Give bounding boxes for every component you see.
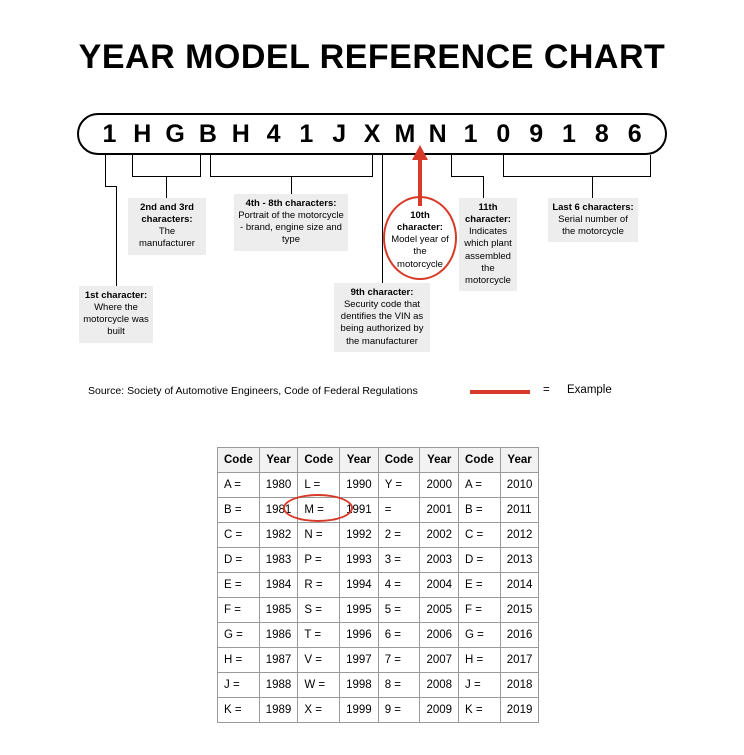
cell-year: 1988 <box>259 673 298 698</box>
legend-equals-sign: = <box>543 384 550 396</box>
vin-char-17: 6 <box>627 119 642 148</box>
cell-code: F = <box>218 598 260 623</box>
vin-char-6: 4 <box>266 119 281 148</box>
cell-code: S = <box>298 598 340 623</box>
cell-year: 1985 <box>259 598 298 623</box>
callout-tenth-heading: 10th character: <box>397 210 443 234</box>
vin-character-row <box>77 113 667 155</box>
legend-red-bar-icon <box>470 390 530 394</box>
vin-char-14: 9 <box>529 119 544 148</box>
callout-second-third-heading: 2nd and 3rd characters: <box>140 202 194 226</box>
table-header-year-1: Year <box>259 448 298 473</box>
cell-year: 2019 <box>500 698 539 723</box>
cell-year: 1999 <box>340 698 379 723</box>
cell-code: T = <box>298 623 340 648</box>
leader-line-11-drop <box>483 176 484 198</box>
callout-eleventh-body: Indicates which plant assembled the motorcycle <box>464 226 512 286</box>
callout-fourth-eighth-body: Portrait of the motorcycle - brand, engine size and type <box>238 210 344 246</box>
cell-year: 1987 <box>259 648 298 673</box>
cell-code: V = <box>298 648 340 673</box>
table-row <box>218 523 539 548</box>
leader-line-last6-left <box>503 155 504 177</box>
cell-code: H = <box>218 648 260 673</box>
cell-code: G = <box>218 623 260 648</box>
cell-year: 1986 <box>259 623 298 648</box>
cell-year: 2000 <box>420 473 459 498</box>
cell-code: K = <box>218 698 260 723</box>
callout-last-six-body: Serial number of the motorcycle <box>558 214 628 238</box>
cell-code: N = <box>298 523 340 548</box>
cell-code: 8 = <box>378 673 420 698</box>
callout-fourth-eighth-characters <box>234 194 348 251</box>
cell-year: 1982 <box>259 523 298 548</box>
callout-last-six-characters <box>548 198 638 242</box>
cell-year: 1992 <box>340 523 379 548</box>
cell-code: P = <box>298 548 340 573</box>
cell-year: 1996 <box>340 623 379 648</box>
vin-char-15: 1 <box>562 119 576 148</box>
cell-year: 1981 <box>259 498 298 523</box>
cell-code: 4 = <box>378 573 420 598</box>
vin-char-1: 1 <box>102 119 117 148</box>
cell-code-highlighted: M = <box>298 498 340 523</box>
callout-last-six-heading: Last 6 characters: <box>552 202 634 213</box>
table-header-code-4: Code <box>459 448 501 473</box>
callout-eleventh-character <box>459 198 517 291</box>
table-header-code-3: Code <box>378 448 420 473</box>
cell-year: 2016 <box>500 623 539 648</box>
cell-year: 1990 <box>340 473 379 498</box>
cell-code: C = <box>459 523 501 548</box>
table-header-row <box>218 448 539 473</box>
vin-char-5: H <box>231 119 250 148</box>
table-row <box>218 573 539 598</box>
cell-code: J = <box>218 673 260 698</box>
cell-code: 9 = <box>378 698 420 723</box>
leader-line-11-left <box>451 155 452 177</box>
table-row <box>218 698 539 723</box>
cell-year: 1994 <box>340 573 379 598</box>
cell-year: 2018 <box>500 673 539 698</box>
leader-line-48-drop <box>291 176 292 194</box>
table-header-year-2: Year <box>340 448 379 473</box>
cell-code: H = <box>459 648 501 673</box>
vin-char-13: 0 <box>496 119 511 148</box>
table-header-year-4: Year <box>500 448 539 473</box>
leader-line-23-left <box>132 155 133 177</box>
cell-code: = <box>378 498 420 523</box>
callout-tenth-character <box>388 206 452 275</box>
table-body <box>218 473 539 723</box>
vin-char-11: N <box>428 119 447 148</box>
cell-code: 3 = <box>378 548 420 573</box>
callout-first-character-body: Where the motorcycle was built <box>83 302 149 338</box>
vin-char-4: B <box>198 119 217 148</box>
vin-char-10: M <box>394 119 416 148</box>
callout-second-third-characters <box>128 198 206 255</box>
vin-char-7: 1 <box>299 119 314 148</box>
leader-line-48-right <box>372 155 373 177</box>
cell-year: 1984 <box>259 573 298 598</box>
cell-code: A = <box>459 473 501 498</box>
cell-year: 1989 <box>259 698 298 723</box>
vin-char-3: G <box>165 119 185 148</box>
cell-code: B = <box>218 498 260 523</box>
callout-eleventh-heading: 11th character: <box>465 202 511 226</box>
cell-year: 2006 <box>420 623 459 648</box>
cell-code: J = <box>459 673 501 698</box>
cell-code: R = <box>298 573 340 598</box>
table-row <box>218 648 539 673</box>
cell-year: 1995 <box>340 598 379 623</box>
cell-code: 6 = <box>378 623 420 648</box>
cell-code: 2 = <box>378 523 420 548</box>
cell-code: D = <box>218 548 260 573</box>
vin-char-12: 1 <box>463 119 478 148</box>
cell-year: 2010 <box>500 473 539 498</box>
cell-year: 2007 <box>420 648 459 673</box>
callout-ninth-character <box>334 283 430 352</box>
cell-code: E = <box>459 573 501 598</box>
table-row <box>218 473 539 498</box>
cell-year: 2015 <box>500 598 539 623</box>
leader-line-23-drop <box>166 176 167 198</box>
leader-line-11-top <box>451 176 484 177</box>
callout-tenth-body: Model year of the motorcycle <box>391 234 449 270</box>
table-row <box>218 623 539 648</box>
cell-year: 2005 <box>420 598 459 623</box>
table-row <box>218 548 539 573</box>
leader-line-last6-drop <box>592 176 593 198</box>
page-title: YEAR MODEL REFERENCE CHART <box>78 38 666 76</box>
cell-year: 2004 <box>420 573 459 598</box>
vin-char-2: H <box>133 119 152 148</box>
cell-code: 5 = <box>378 598 420 623</box>
table-header-code-2: Code <box>298 448 340 473</box>
cell-year: 2012 <box>500 523 539 548</box>
leader-line-9th <box>382 155 383 283</box>
table-header-code-1: Code <box>218 448 260 473</box>
cell-code: Y = <box>378 473 420 498</box>
callout-first-character <box>79 286 153 343</box>
leader-line-23-right <box>200 155 201 177</box>
cell-code: F = <box>459 598 501 623</box>
cell-year: 1980 <box>259 473 298 498</box>
legend-label: Example <box>567 384 612 396</box>
callout-first-character-heading: 1st character: <box>84 290 148 301</box>
leader-line-1st-drop <box>116 186 117 286</box>
cell-year: 1983 <box>259 548 298 573</box>
leader-line-48-left <box>210 155 211 177</box>
table-row <box>218 498 539 523</box>
callout-ninth-heading: 9th character: <box>350 287 414 298</box>
cell-year: 2002 <box>420 523 459 548</box>
cell-code: L = <box>298 473 340 498</box>
table-row <box>218 598 539 623</box>
cell-code: C = <box>218 523 260 548</box>
leader-line-last6-right <box>650 155 651 177</box>
leader-line-last6-top <box>503 176 651 177</box>
callout-ninth-body: Security code that dentifies the VIN as being authorized by the manufacturer <box>340 299 424 347</box>
cell-year-highlighted: 1991 <box>340 498 379 523</box>
vin-char-16: 8 <box>594 119 609 148</box>
table-row <box>218 673 539 698</box>
cell-year: 2013 <box>500 548 539 573</box>
cell-code: 7 = <box>378 648 420 673</box>
cell-code: D = <box>459 548 501 573</box>
cell-year: 1997 <box>340 648 379 673</box>
cell-year: 2011 <box>500 498 539 523</box>
callout-second-third-body: The manufacturer <box>139 226 195 250</box>
cell-year: 2017 <box>500 648 539 673</box>
cell-code: G = <box>459 623 501 648</box>
cell-code: E = <box>218 573 260 598</box>
cell-year: 2001 <box>420 498 459 523</box>
cell-code: A = <box>218 473 260 498</box>
source-note: Source: Society of Automotive Engineers, Code of Federal Regulations <box>88 385 418 397</box>
cell-year: 2008 <box>420 673 459 698</box>
cell-year: 1998 <box>340 673 379 698</box>
cell-year: 2014 <box>500 573 539 598</box>
cell-code: K = <box>459 698 501 723</box>
cell-code: X = <box>298 698 340 723</box>
table-header-year-3: Year <box>420 448 459 473</box>
callout-fourth-eighth-heading: 4th - 8th characters: <box>245 198 337 209</box>
vin-char-9: X <box>363 119 381 148</box>
cell-year: 2009 <box>420 698 459 723</box>
cell-code: B = <box>459 498 501 523</box>
cell-code: W = <box>298 673 340 698</box>
year-code-table <box>217 447 539 723</box>
leader-line-1st <box>105 155 106 187</box>
cell-year: 2003 <box>420 548 459 573</box>
vin-char-8: J <box>332 119 347 148</box>
cell-year: 1993 <box>340 548 379 573</box>
